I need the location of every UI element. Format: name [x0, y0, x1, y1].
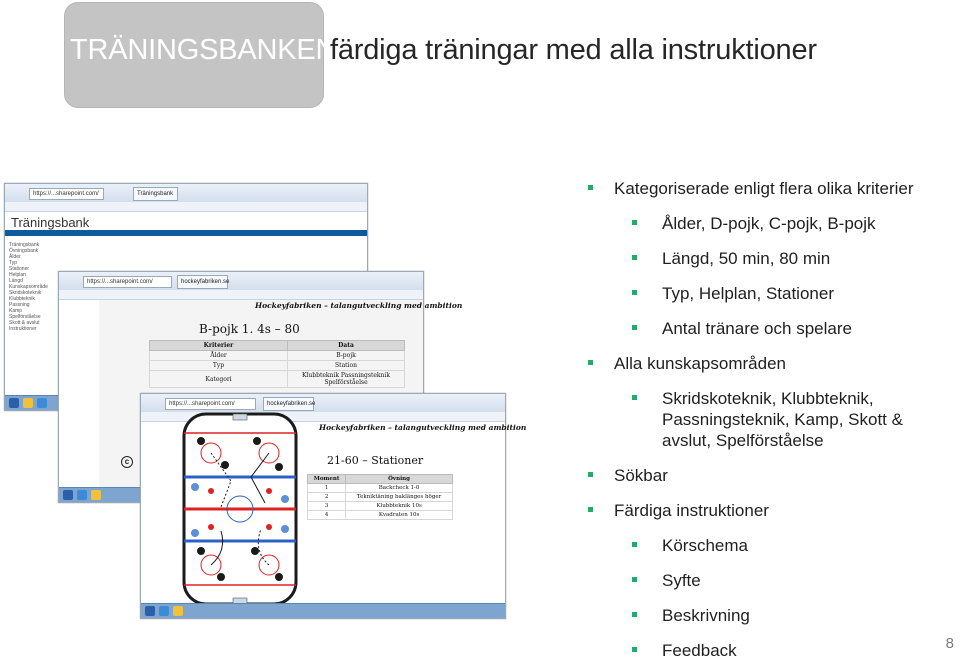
- bullet-square-icon: [632, 395, 637, 400]
- bullet-item: Feedback: [586, 640, 956, 661]
- session-title: 21-60 – Stationer: [327, 454, 424, 467]
- session-title: B-pojk 1. 4s – 80: [199, 322, 300, 336]
- bullet-square-icon: [632, 577, 637, 582]
- rink-diagram: [181, 411, 299, 607]
- table-row: 4 Kvadraten 10s: [308, 511, 453, 520]
- page-title: färdiga träningar med alla instruktioner: [330, 34, 817, 66]
- command-bar: [59, 290, 423, 300]
- folder-icon: [173, 606, 183, 616]
- bullet-square-icon: [632, 325, 637, 330]
- table-header: Kriterier: [150, 341, 288, 351]
- page-number: 8: [945, 635, 954, 652]
- site-title: Träningsbank: [11, 215, 90, 230]
- browser-tab: hockeyfabriken.se: [177, 275, 228, 289]
- table-header: Övning: [346, 475, 453, 484]
- folder-icon: [23, 398, 33, 408]
- bullet-item: Syfte: [586, 570, 956, 591]
- bullet-square-icon: [632, 542, 637, 547]
- bullet-square-icon: [632, 290, 637, 295]
- browser-toolbar: [5, 184, 367, 203]
- table-row: 1 Backcheck 1-0: [308, 484, 453, 493]
- bullet-item: Ålder, D-pojk, C-pojk, B-pojk: [586, 213, 956, 234]
- table-row: 2 Tekniktäning baklänges höger: [308, 493, 453, 502]
- browser-tab: hockeyfabriken.se: [263, 397, 314, 411]
- table-row: Kategori Klubbteknik Passningsteknik Spelförståelse: [150, 371, 405, 388]
- bullet-item: Typ, Helplan, Stationer: [586, 283, 956, 304]
- taskbar: [141, 603, 505, 618]
- address-bar: https://...sharepoint.com/: [29, 188, 104, 200]
- ie-icon: [77, 490, 87, 500]
- criteria-table: [149, 340, 405, 388]
- title-label: TRÄNINGSBANKEN: [70, 34, 337, 66]
- brand-header: Hockeyfabriken – talangutveckling med ambition: [319, 423, 527, 432]
- ie-icon: [37, 398, 47, 408]
- bullet-square-icon: [632, 220, 637, 225]
- bullet-item: Körschema: [586, 535, 956, 556]
- site-nav-bar: [5, 230, 367, 236]
- bullet-item: Antal tränare och spelare: [586, 318, 956, 339]
- bullet-square-icon: [588, 360, 593, 365]
- bullet-item: Kategoriserade enligt flera olika kriterier: [586, 178, 956, 199]
- sidebar-nav: Träningsbank Övningsbank Ålder Typ Stationer Helplan Längd Kunskapsområde Skridskoteknik Klubbteknik Passning Kamp Spelförståelse Skott & avslut Instruktioner: [9, 242, 48, 332]
- bullet-item: Alla kunskapsområden: [586, 353, 956, 374]
- bullet-square-icon: [588, 472, 593, 477]
- start-icon: [63, 490, 73, 500]
- browser-toolbar: [59, 272, 423, 291]
- browser-tab: Träningsbank: [133, 187, 178, 201]
- bullet-square-icon: [588, 507, 593, 512]
- command-bar: [5, 202, 367, 212]
- table-header: Data: [288, 341, 405, 351]
- address-bar: https://...sharepoint.com/: [165, 398, 256, 410]
- table-row: 3 Klubbteknik 10s: [308, 502, 453, 511]
- bullet-square-icon: [588, 185, 593, 190]
- bullet-square-icon: [632, 647, 637, 652]
- ie-icon: [159, 606, 169, 616]
- schedule-table: [307, 474, 453, 520]
- bullet-item: Längd, 50 min, 80 min: [586, 248, 956, 269]
- table-row: Typ Station: [150, 361, 405, 371]
- bullet-item: Sökbar: [586, 465, 956, 486]
- bullet-square-icon: [632, 255, 637, 260]
- table-header: Moment: [308, 475, 346, 484]
- bullet-square-icon: [632, 612, 637, 617]
- start-icon: [9, 398, 19, 408]
- copyright-icon: c: [121, 456, 133, 468]
- bullet-item: Skridskoteknik, Klubbteknik, Passningsteknik, Kamp, Skott & avslut, Spelförståelse: [586, 388, 956, 451]
- table-row: Ålder B-pojk: [150, 351, 405, 361]
- address-bar: https://...sharepoint.com/: [83, 276, 172, 288]
- bullet-item: Beskrivning: [586, 605, 956, 626]
- brand-header: Hockeyfabriken – talangutveckling med ambition: [255, 301, 463, 310]
- folder-icon: [91, 490, 101, 500]
- bullet-item: Färdiga instruktioner: [586, 500, 956, 521]
- screenshot-front: [140, 393, 527, 619]
- bullet-list: [586, 178, 956, 661]
- start-icon: [145, 606, 155, 616]
